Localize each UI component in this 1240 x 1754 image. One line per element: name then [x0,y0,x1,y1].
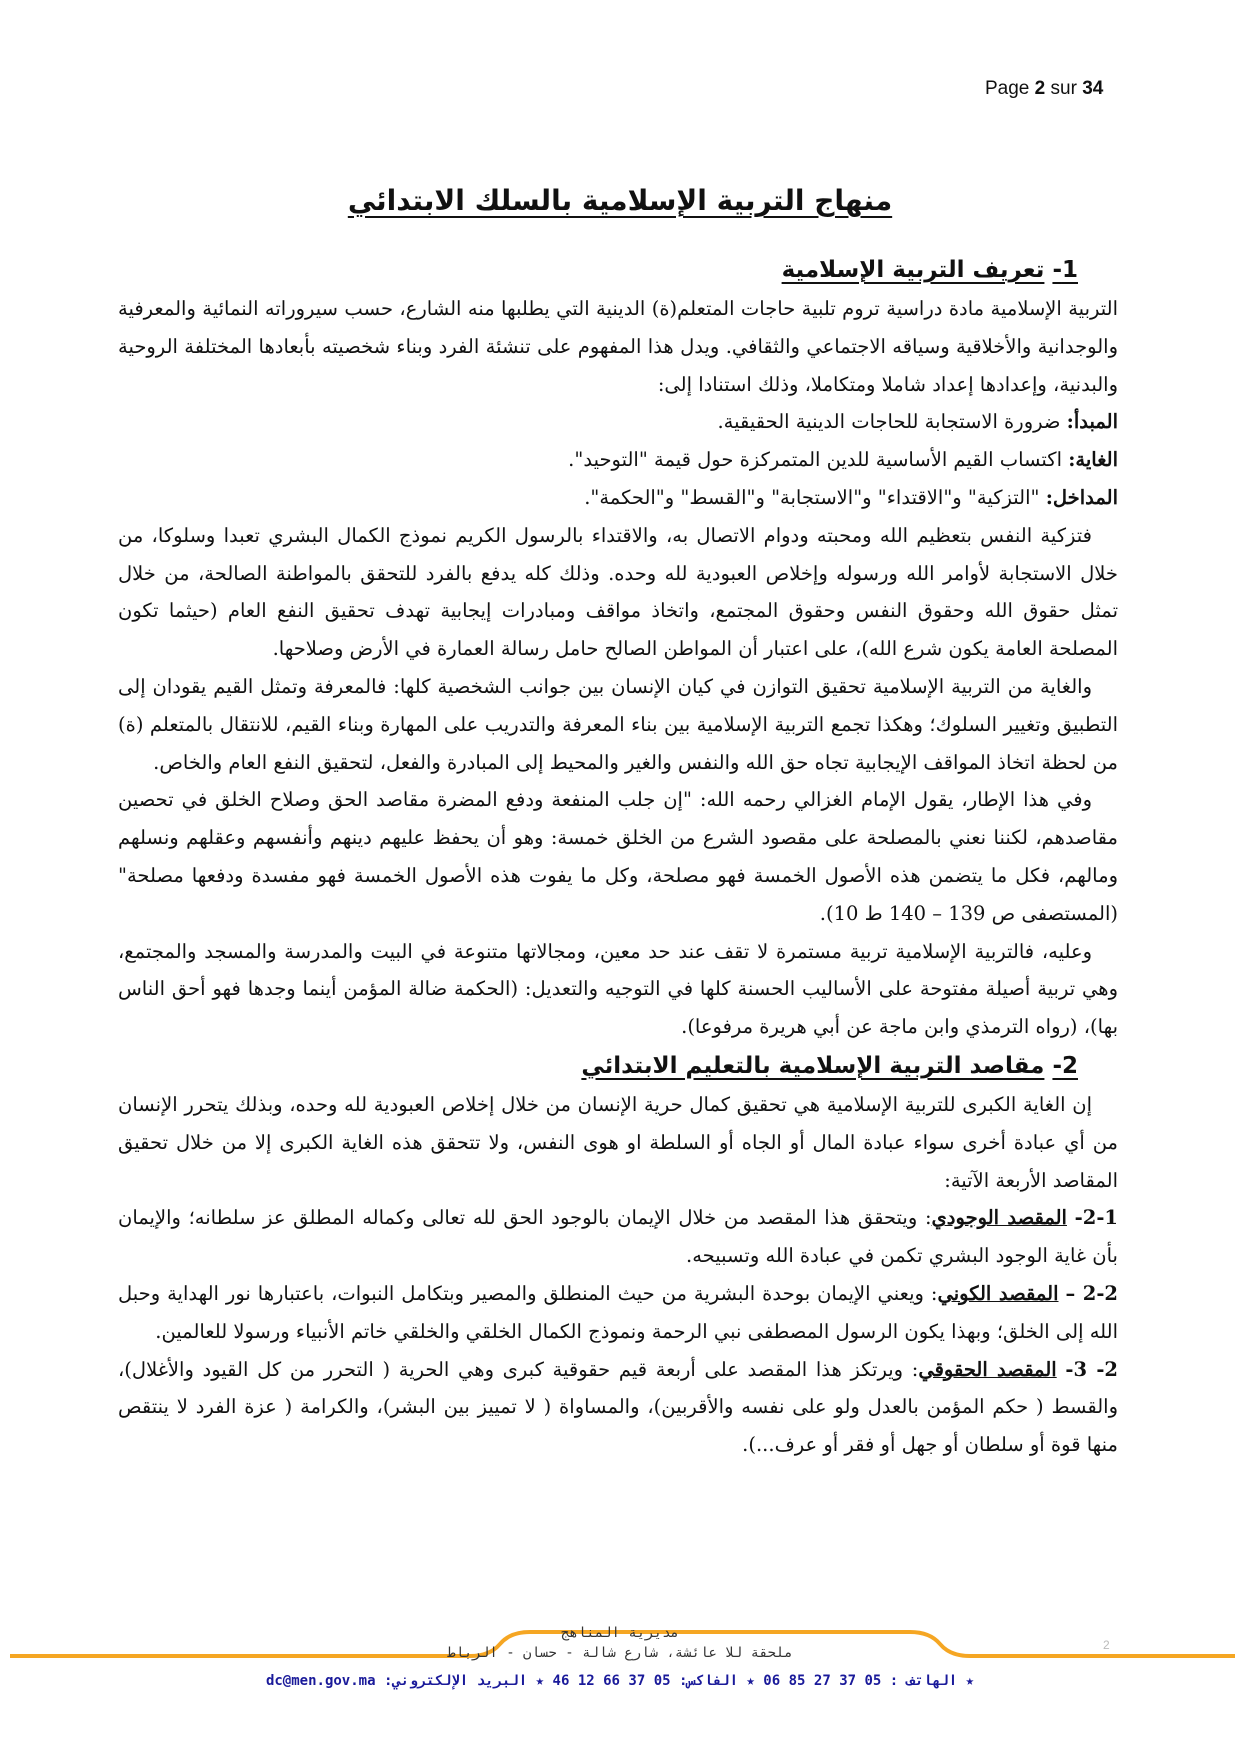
principle-text: ضرورة الاستجابة للحاجات الدينية الحقيقية. [717,410,1067,434]
section1-paragraph-1: التربية الإسلامية مادة دراسية تروم تلبية حاجات المتعلم(ة) الدينية التي يطلبها منه الشارع، حسب سيروراته النمائية والمعرفية والوجدانية والأخلاقية وسياقه الاجتماعي والثقافي. ويدل هذا المفهوم على تنشئة الفرد وبناء شخصيته بأبعادها المختلفة الروحية والبدنية، وإعدادها إعداد شاملا ومتكاملا، وذلك استنادا إلى: [118,297,1118,396]
objective-rights [118,1351,1118,1464]
objective-term: المقصد الوجودي [931,1206,1067,1230]
objective-term: المقصد الحقوقي [918,1357,1057,1381]
footer-page-mark: 2 [1103,1638,1110,1652]
document-title: منهاج التربية الإسلامية بالسلك الابتدائي [347,184,893,217]
principle-term: المبدأ: [1066,410,1118,434]
objective-existential [118,1199,1118,1275]
entries-term: المداخل: [1045,485,1118,509]
section2-title: مقاصد التربية الإسلامية بالتعليم الابتدائي [581,1052,1045,1079]
section1-number: 1- [1052,257,1078,283]
page-number [985,78,1115,100]
principle-item [118,403,1118,441]
goal-term: الغاية: [1068,448,1118,472]
objective-number: 2-1- [1074,1206,1118,1230]
section1-title: تعريف التربية الإسلامية [781,257,1045,283]
objective-text: : ويتحقق هذا المقصد من خلال الإيمان بالوجود الحق لله تعالى وكماله المطلق عز سلطانه؛ والإيمان بأن غاية الوجود البشري تكمن في عبادة الله وتسبيحه. [118,1206,1118,1268]
section1-paragraph-4: وفي هذا الإطار، يقول الإمام الغزالي رحمه الله: "إن جلب المنفعة ودفع المضرة مقاصد الحق وصلاح الخلق في تحصين مقاصدهم، لكننا نعني بالمصلحة على مقصود الشرع من الخلق خمسة: وهو أن يحفظ عليهم دينهم وأنفسهم وعقلهم ونسلهم ومالهم، فكل ما يتضمن هذه الأصول الخمسة فهو مصلحة، وكل ما يفوت هذه الأصول الخمسة فهو مفسدة ودفعها مصلحة" (المستصفى ص 139 – 140 ط 10). [118,788,1118,925]
entries-text: "التزكية" و"الاقتداء" و"الاستجابة" و"القسط" و"الحكمة". [584,485,1046,509]
objective-number: 2- 3- [1065,1357,1118,1381]
page-sep: sur [1050,78,1077,99]
footer-address: ملحقة للا عائشة، شارع شالة - حسان - الرباط [447,1645,793,1661]
document-body [118,250,1118,1464]
objective-text: : ويرتكز هذا المقصد على أربعة قيم حقوقية كبرى وهي الحرية ( التحرر من كل القيود والأغلال)، والقسط ( حكم المؤمن بالعدل ولو على نفسه والأقربين)، والمساواة ( لا تمييز بين البشر)، والكرامة ( عزة الفرد لا ينتقص منها قوة أو سلطان أو جهل أو فقر أو عرف...). [118,1357,1118,1457]
section2-paragraph-1: إن الغاية الكبرى للتربية الإسلامية هي تحقيق كمال حرية الإنسان من خلال إخلاص العبودية لله وحده، وبذلك يتحرر الإنسان من أي عبادة أخرى سواء عبادة المال أو الجاه أو السلطة او هوى النفس، ولا تتحقق هذه الغاية الكبرى إلا من خلال تحقيق المقاصد الأربعة الآتية: [118,1092,1118,1192]
goal-item [118,441,1118,479]
objective-term: المقصد الكوني [937,1281,1059,1305]
footer-contact: ★ الهاتف : 05 37 27 85 06 ★ الفاكس: 05 37 66 12 46 ★ البريد الإلكتروني: dc@men.gov.ma [265,1673,975,1689]
objective-universal [118,1275,1118,1351]
page-total: 34 [1082,78,1104,99]
section2-number: 2- [1052,1052,1078,1079]
objective-number: 2-2 – [1065,1281,1118,1305]
section1-paragraph-3: والغاية من التربية الإسلامية تحقيق التوازن في كيان الإنسان بين جوانب الشخصية كلها: فالمعرفة وتمثل القيم يقودان إلى التطبيق وتغيير السلوك؛ وهكذا تجمع التربية الإسلامية بين بناء المعرفة والتدريب على المهارة وبناء القيم، للانتقال بالمتعلم (ة) من لحظة اتخاذ المواقف الإيجابية تجاه حق الله والنفس والغير والمحيط إلى المبادرة والفعل، لتحقيق النفع العام والخاص. [118,674,1118,774]
section1-paragraph-2: فتزكية النفس بتعظيم الله ومحبته ودوام الاتصال به، والاقتداء بالرسول الكريم نموذج الكمال البشري تعبدا وسلوكا، من خلال الاستجابة لأوامر الله ورسوله وإخلاص العبودية لله وحده. وذلك كله يدفع بالفرد للتحقق بالمواطنة الصالحة، من خلال تمثل حقوق الله وحقوق النفس وحقوق المجتمع، واتخاذ مواقف ومبادرات إيجابية تهدف تحقيق النفع العام (حيثما تكون المصلحة العامة يكون شرع الله)، على اعتبار أن المواطن الصالح حامل رسالة العمارة في الأرض وصلاحها. [118,523,1118,661]
objective-text: : ويعني الإيمان بوحدة البشرية من حيث المنطلق والمصير وبتكامل النبوات، باعتبارها نور الهداية وحبل الله إلى الخلق؛ وبهذا يكون الرسول المصطفى نبي الرحمة ونموذج الكمال الخلقي والخلقي خاتم الأنبياء ورسولا للعالمين. [118,1281,1118,1343]
section1-paragraph-5: وعليه، فالتربية الإسلامية تربية مستمرة لا تقف عند حد معين، ومجالاتها متنوعة في البيت والمدرسة والمسجد والمجتمع، وهي تربية أصيلة مفتوحة على الأساليب الحسنة كلها في التوجيه والتعديل: (الحكمة ضالة المؤمن أينما وجدها فهو أحق الناس بها)، (رواه الترمذي وابن ماجة عن أبي هريرة مرفوعا). [118,939,1118,1039]
page-label: Page [985,78,1030,99]
goal-text: اكتساب القيم الأساسية للدين المتمركزة حول قيمة "التوحيد". [568,448,1069,472]
page-current: 2 [1034,78,1046,99]
footer-directorate: مديرية المناهج [560,1625,679,1641]
section2-heading [118,1046,1078,1086]
entries-item [118,479,1118,517]
section1-heading [118,250,1078,290]
